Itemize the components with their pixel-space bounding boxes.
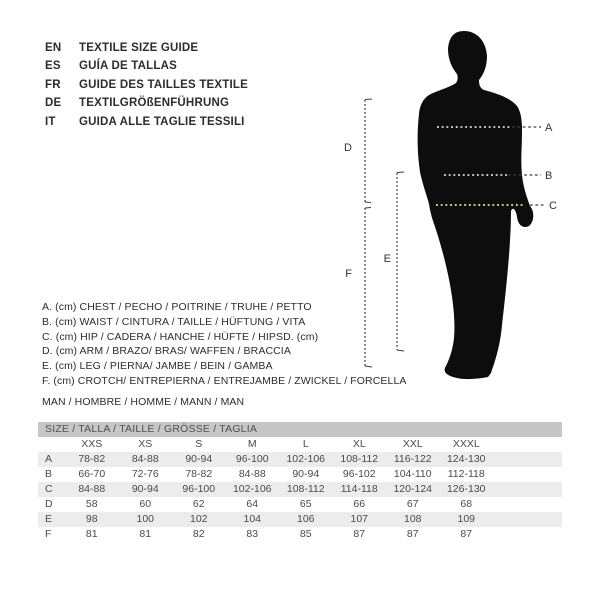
- size-cell: 83: [246, 528, 259, 540]
- size-column-label: XXL: [402, 438, 423, 450]
- size-cell: 78-82: [185, 468, 213, 480]
- size-cell: 72-76: [131, 468, 159, 480]
- title-line: [45, 76, 248, 94]
- size-cell: 104-110: [393, 468, 432, 480]
- size-cell: 124-130: [446, 453, 486, 465]
- language-code: DE: [45, 97, 62, 110]
- title-line: [45, 39, 248, 57]
- size-cell: 87: [406, 528, 419, 540]
- arm-marker-label: D: [344, 142, 352, 154]
- size-cell: 58: [85, 498, 98, 510]
- size-cell: 90-94: [185, 453, 213, 465]
- size-cell: 67: [406, 498, 419, 510]
- man-silhouette: [418, 31, 534, 379]
- row-measure-label: B: [45, 468, 53, 480]
- gender-line: MAN / HOMBRE / HOMME / MANN / MAN: [42, 396, 245, 408]
- language-code: IT: [45, 115, 56, 128]
- row-measure-label: D: [45, 498, 53, 510]
- title-line: [45, 113, 248, 131]
- measurement-legend: [42, 300, 407, 389]
- size-cell: 109: [457, 513, 476, 525]
- row-measure-label: E: [45, 513, 53, 525]
- size-cell: 102-106: [232, 483, 272, 495]
- size-column-label: XL: [352, 438, 366, 450]
- size-cell: 84-88: [238, 468, 266, 480]
- size-cell: 96-100: [182, 483, 216, 495]
- size-column-label: XXXL: [452, 438, 480, 450]
- table-row: [38, 452, 562, 467]
- size-column-label: L: [302, 438, 309, 450]
- title-text: GUIDA ALLE TAGLIE TESSILI: [79, 115, 245, 128]
- size-columns-row: [38, 437, 562, 452]
- size-cell: 85: [299, 528, 312, 540]
- size-cell: 66: [353, 498, 366, 510]
- size-cell: 66-70: [78, 468, 106, 480]
- size-cell: 84-88: [131, 453, 159, 465]
- size-cell: 81: [139, 528, 152, 540]
- size-cell: 107: [350, 513, 369, 525]
- size-column-label: XXS: [81, 438, 103, 450]
- table-row: [38, 512, 562, 527]
- language-code: FR: [45, 78, 61, 91]
- table-row: [38, 467, 562, 482]
- size-cell: 84-88: [78, 483, 106, 495]
- size-cell: 120-124: [393, 483, 433, 495]
- table-row: [38, 497, 562, 512]
- size-cell: 82: [192, 528, 205, 540]
- size-cell: 65: [299, 498, 312, 510]
- title-text: TEXTILGRÖßENFÜHRUNG: [79, 97, 230, 110]
- legend-line: D. (cm) ARM / BRAZO/ BRAS/ WAFFEN / BRACCIA: [42, 345, 291, 358]
- title-line: [45, 94, 248, 112]
- size-cell: 114-118: [340, 483, 378, 495]
- legend-line: E. (cm) LEG / PIERNA/ JAMBE / BEIN / GAMBA: [42, 360, 273, 373]
- chest-marker-label: A: [545, 122, 553, 134]
- legend-line: C. (cm) HIP / CADERA / HANCHE / HÜFTE / HIPSD. (cm): [42, 330, 319, 343]
- size-cell: 108: [403, 513, 422, 525]
- arm-line-top-tick: [365, 99, 372, 100]
- waist-marker-label: B: [545, 170, 553, 182]
- size-cell: 90-94: [131, 483, 159, 495]
- size-cell: 102: [189, 513, 208, 525]
- size-cell: 108-112: [286, 483, 325, 495]
- leg-line-top-tick: [397, 172, 404, 173]
- size-cell: 68: [460, 498, 473, 510]
- legend-line: B. (cm) WAIST / CINTURA / TAILLE / HÜFTUNG / VITA: [42, 315, 306, 328]
- language-code: EN: [45, 42, 62, 54]
- size-table-header: SIZE / TALLA / TAILLE / GRÖSSE / TAGLIA: [38, 422, 562, 437]
- size-cell: 62: [192, 498, 205, 510]
- title-language-list: [45, 39, 248, 131]
- legend-line: A. (cm) CHEST / PECHO / POITRINE / TRUHE / PETTO: [42, 301, 312, 313]
- size-column-label: M: [247, 438, 257, 450]
- size-cell: 96-100: [235, 453, 269, 465]
- row-measure-label: A: [45, 453, 53, 465]
- size-cell: 78-82: [78, 453, 106, 465]
- title-text: TEXTILE SIZE GUIDE: [79, 42, 199, 54]
- table-row: [38, 527, 562, 542]
- size-cell: 100: [136, 513, 155, 525]
- title-text: GUIDE DES TAILLES TEXTILE: [79, 78, 248, 91]
- language-code: ES: [45, 60, 61, 73]
- crotch-marker-label: F: [345, 268, 352, 280]
- row-measure-label: C: [45, 483, 53, 495]
- size-cell: 87: [353, 528, 366, 540]
- hip-marker-label: C: [549, 200, 557, 212]
- arm-line-bottom-tick: [365, 202, 371, 203]
- leg-marker-label: E: [383, 253, 391, 265]
- legend-line: F. (cm) CROTCH/ ENTREPIERNA / ENTREJAMBE / ZWICKEL / FORCELLA: [42, 374, 407, 387]
- size-cell: 104: [243, 513, 262, 525]
- size-table: [38, 422, 562, 542]
- crotch-line-top-tick: [365, 208, 371, 209]
- size-cell: 116-122: [393, 453, 432, 465]
- table-row: [38, 482, 562, 497]
- size-cell: 64: [246, 498, 259, 510]
- size-cell: 108-112: [340, 453, 379, 465]
- size-cell: 81: [85, 528, 98, 540]
- size-column-label: S: [195, 438, 203, 450]
- size-cell: 112-118: [447, 468, 485, 480]
- size-cell: 96-102: [342, 468, 376, 480]
- size-cell: 90-94: [292, 468, 320, 480]
- size-cell: 98: [85, 513, 98, 525]
- size-table-body: [38, 452, 562, 542]
- size-cell: 126-130: [446, 483, 486, 495]
- title-line: [45, 57, 248, 75]
- size-column-label: XS: [138, 438, 153, 450]
- size-cell: 102-106: [286, 453, 326, 465]
- size-cell: 106: [296, 513, 315, 525]
- size-cell: 60: [139, 498, 152, 510]
- title-text: GUÍA DE TALLAS: [79, 60, 177, 73]
- size-cell: 87: [460, 528, 473, 540]
- row-measure-label: F: [45, 528, 52, 540]
